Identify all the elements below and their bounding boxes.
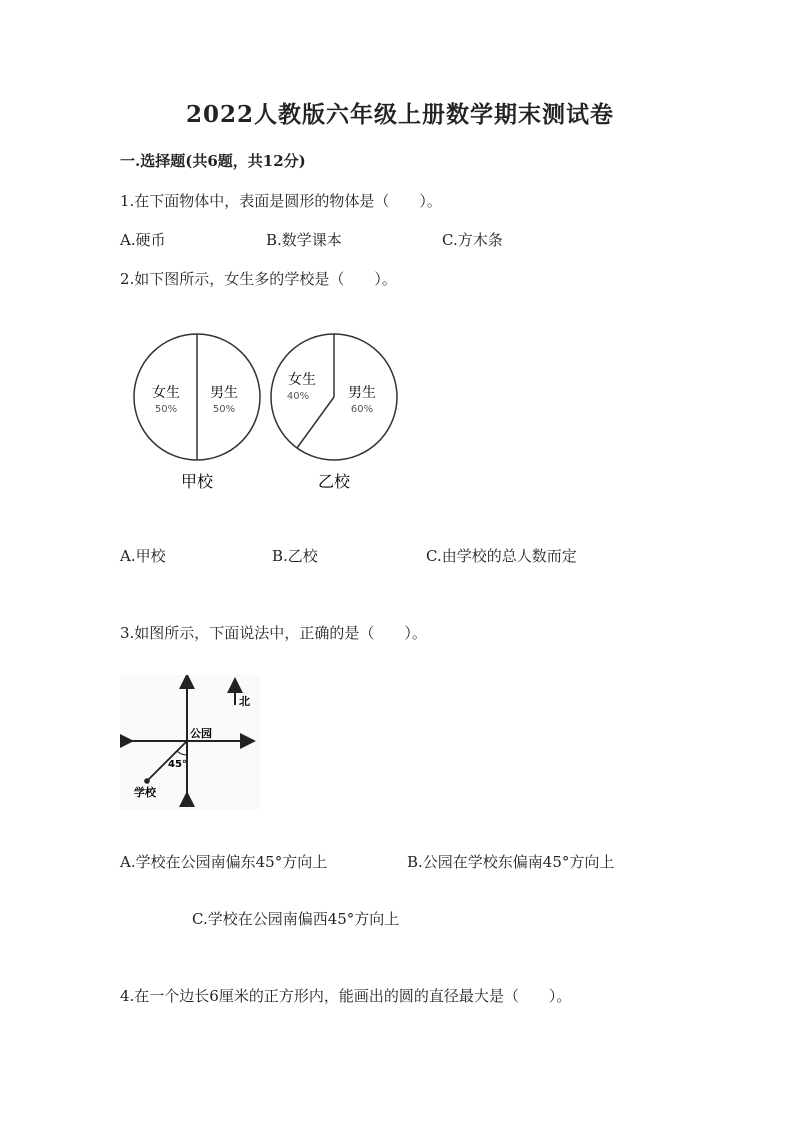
school-b-girls-radius	[297, 397, 334, 448]
school-b-girls-pct: 40%	[286, 391, 310, 402]
question-3-text: 3.如图所示，下面说法中，正确的是（ ）。	[120, 624, 427, 642]
school-a-boys-pct: 50%	[212, 404, 236, 415]
question-3-option-a: A.学校在公园南偏东45°方向上	[120, 853, 328, 871]
question-1-option-c: C.方木条	[442, 231, 503, 249]
school-b-name: 乙校	[317, 472, 351, 491]
park-label: 公园	[190, 727, 212, 740]
question-2-option-b: B.乙校	[272, 547, 318, 565]
angle-label: 45°	[168, 759, 187, 770]
school-a-boys-label: 男生	[210, 385, 238, 401]
school-a-girls-pct: 50%	[154, 404, 178, 415]
question-1-option-b: B.数学课本	[266, 231, 342, 249]
direction-figure	[120, 675, 260, 810]
question-3-option-c: C.学校在公园南偏西45°方向上	[192, 910, 400, 928]
school-b-girls-label: 女生	[288, 372, 316, 388]
question-2-option-c: C.由学校的总人数而定	[426, 547, 577, 565]
school-a-name: 甲校	[180, 472, 214, 491]
school-b-boys-pct: 60%	[350, 404, 374, 415]
section-heading: 一.选择题(共6题，共12分)	[120, 152, 306, 170]
question-2-option-a: A.甲校	[120, 547, 166, 565]
page-title: 2022人教版六年级上册数学期末测试卷	[185, 101, 614, 128]
question-2-text: 2.如下图所示，女生多的学校是（ ）。	[120, 270, 397, 288]
school-a-girls-label: 女生	[152, 385, 180, 401]
school-b-boys-label: 男生	[348, 385, 376, 401]
question-1-option-a: A.硬币	[120, 231, 166, 249]
question-4-text: 4.在一个边长6厘米的正方形内，能画出的圆的直径最大是（ ）。	[120, 987, 572, 1005]
school-point	[144, 778, 150, 784]
question-3-option-b: B.公园在学校东偏南45°方向上	[407, 853, 615, 871]
question-1-text: 1.在下面物体中，表面是圆形的物体是（ ）。	[120, 192, 442, 210]
pie-charts-figure	[120, 320, 420, 500]
north-label: 北	[239, 695, 250, 708]
school-label: 学校	[134, 786, 156, 799]
